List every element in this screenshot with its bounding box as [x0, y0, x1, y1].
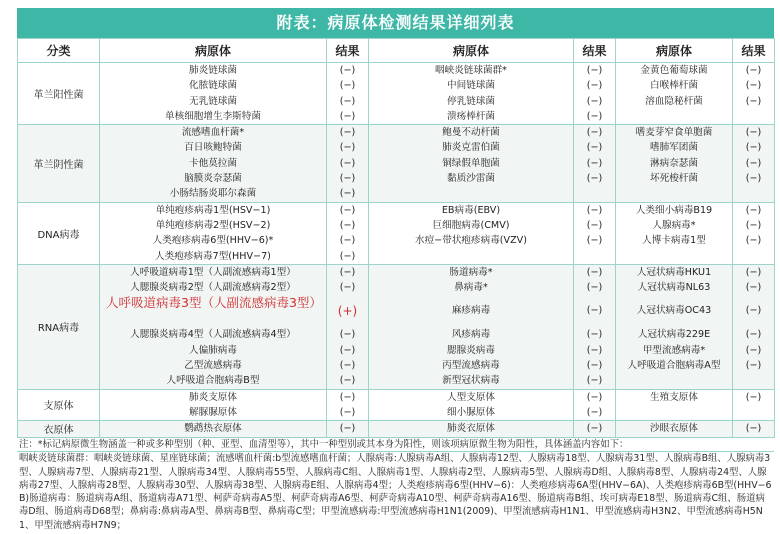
result-value: (−) — [745, 266, 762, 278]
pathogen-name — [616, 186, 732, 201]
pathogen-column — [100, 63, 327, 125]
pathogen-name: 人冠状病毒OC43 — [636, 305, 712, 317]
result-column — [327, 202, 369, 264]
table-header-row — [18, 39, 775, 63]
result-value: (−) — [745, 65, 762, 76]
pathogen-name: 人呼吸道合胞病毒B型 — [166, 375, 260, 387]
result-value: (−) — [586, 406, 603, 418]
pathogen-name: 丙型流感病毒 — [442, 360, 500, 372]
pathogen-name — [616, 249, 732, 264]
result-value: (−) — [339, 406, 356, 418]
pathogen-name: 细小脲原体 — [447, 406, 495, 418]
pathogen-name: 肺炎克雷伯菌 — [442, 142, 500, 154]
pathogen-name: 鲍曼不动杆菌 — [442, 127, 500, 139]
result-value: (−) — [586, 95, 603, 107]
result-value: (−) — [745, 80, 762, 92]
pathogen-name: 巨细胞病毒(CMV) — [432, 219, 510, 231]
pathogen-name: 甲型流感病毒* — [642, 344, 706, 356]
section-row — [18, 202, 775, 264]
result-value: (−) — [586, 204, 603, 216]
pathogen-name: 水痘−带状疱疹病毒(VZV) — [415, 235, 527, 247]
pathogen-name — [369, 186, 573, 201]
pathogen-name: 鼻病毒* — [454, 282, 488, 294]
result-value: (−) — [339, 423, 356, 435]
result-value: (−) — [586, 329, 603, 341]
pathogen-name: 肺炎支原体 — [189, 391, 237, 403]
pathogen-name: 溶血隐秘杆菌 — [645, 95, 703, 107]
pathogen-name: 单核细胞增生李斯特菌 — [165, 110, 261, 122]
category-cell: 革兰阳性菌 — [18, 63, 100, 125]
result-value: (−) — [745, 391, 762, 403]
result-value: (−) — [339, 188, 356, 200]
result-value: (−) — [339, 282, 356, 294]
pathogen-name: 流感嗜血杆菌* — [181, 127, 245, 139]
pathogen-column — [616, 389, 733, 421]
pathogen-name: 人类疱疹病毒6型(HHV−6)* — [152, 235, 274, 247]
pathogen-name: 无乳链球菌 — [189, 95, 237, 107]
pathogen-name: 人冠状病毒HKU1 — [636, 266, 712, 278]
result-value: (−) — [745, 423, 762, 435]
pathogen-name: 白喉棒杆菌 — [650, 80, 698, 92]
pathogen-column — [100, 125, 327, 202]
pathogen-name: 人冠状病毒NL63 — [637, 282, 711, 294]
pathogen-column — [616, 264, 733, 389]
result-value — [574, 186, 615, 201]
pathogen-column — [369, 63, 574, 125]
pathogen-name: 人腮腺炎病毒4型（人副流感病毒4型） — [130, 329, 296, 341]
pathogen-column — [100, 264, 327, 389]
result-column — [574, 125, 616, 202]
section-row — [18, 421, 775, 437]
table-title: 附表：病原体检测结果详细列表 — [17, 8, 774, 38]
result-value: (−) — [339, 250, 356, 262]
result-value: (−) — [745, 204, 762, 216]
pathogen-name — [369, 249, 573, 264]
pathogen-column — [100, 202, 327, 264]
pathogen-name: 人呼吸道病毒3型（人副流感病毒3型） — [106, 295, 322, 311]
pathogen-name: 坏死梭杆菌 — [650, 173, 698, 185]
pathogen-name: 中间链球菌 — [447, 80, 495, 92]
pathogen-name: 风疹病毒 — [451, 329, 491, 341]
pathogen-name: 人腺病毒* — [652, 219, 696, 231]
result-value: (−) — [745, 360, 762, 372]
pathogen-name: 人呼吸道病毒1型（人副流感病毒1型） — [130, 266, 296, 278]
result-value: (−) — [745, 329, 762, 341]
pathogen-name: 铜绿假单胞菌 — [442, 157, 500, 169]
pathogen-name: EB病毒(EBV) — [441, 204, 501, 216]
result-column — [574, 389, 616, 421]
pathogen-name: 鹦鹉热衣原体 — [184, 423, 242, 435]
result-column — [574, 202, 616, 264]
result-column — [733, 63, 775, 125]
pathogen-name: 嗜肺军团菌 — [650, 142, 698, 154]
pathogen-name: 卡他莫拉菌 — [189, 157, 237, 169]
pathogen-column — [100, 421, 327, 437]
result-column — [733, 389, 775, 421]
pathogen-name: 肺炎链球菌 — [189, 65, 237, 76]
result-value: (−) — [339, 204, 356, 216]
pathogen-name: 黏质沙雷菌 — [447, 173, 495, 185]
result-value: (+) — [337, 304, 358, 319]
pathogen-column — [369, 264, 574, 389]
header-result-3: 结果 — [733, 39, 775, 63]
pathogen-name: 脑膜炎奈瑟菌 — [184, 173, 242, 185]
pathogen-name: 人呼吸道合胞病毒A型 — [627, 360, 721, 372]
pathogen-column — [616, 125, 733, 202]
header-pathogen-3: 病原体 — [616, 39, 733, 63]
pathogen-name: 停乳链球菌 — [447, 95, 495, 107]
result-value — [733, 249, 774, 264]
table-body — [18, 63, 775, 438]
result-value: (−) — [586, 423, 603, 435]
result-value: (−) — [339, 391, 356, 403]
header-pathogen-2: 病原体 — [369, 39, 574, 63]
result-value: (−) — [339, 329, 356, 341]
header-result-2: 结果 — [574, 39, 616, 63]
result-value: (−) — [339, 95, 356, 107]
result-value: (−) — [339, 360, 356, 372]
header-result-1: 结果 — [327, 39, 369, 63]
pathogen-name: 嗜麦芽窄食单胞菌 — [635, 127, 713, 139]
result-value: (−) — [745, 219, 762, 231]
result-value: (−) — [339, 235, 356, 247]
result-value: (−) — [339, 173, 356, 185]
section-row — [18, 63, 775, 125]
result-column — [733, 202, 775, 264]
result-value: (−) — [745, 235, 762, 247]
pathogen-name: 单纯疱疹病毒1型(HSV−1) — [155, 204, 271, 216]
result-value: (−) — [339, 127, 356, 139]
pathogen-column — [369, 389, 574, 421]
pathogen-column — [616, 421, 733, 437]
pathogen-name: 人类细小病毒B19 — [635, 204, 713, 216]
pathogen-column — [369, 202, 574, 264]
result-column — [733, 125, 775, 202]
result-value: (−) — [586, 266, 603, 278]
pathogen-name: 生殖支原体 — [650, 391, 698, 403]
note-header: 注：*标记病原微生物涵盖一种或多种型别（种、亚型、血清型等），其中一种型别或其本身为阳性，则该项病原微生物为阳性，具体涵盖内容如下： — [17, 438, 774, 452]
result-value: (−) — [339, 80, 356, 92]
results-table — [17, 38, 775, 438]
result-value: (−) — [339, 266, 356, 278]
result-value: (−) — [745, 95, 762, 107]
pathogen-name: 溃疡棒杆菌 — [447, 110, 495, 122]
result-value: (−) — [586, 344, 603, 356]
result-value: (−) — [745, 142, 762, 154]
result-column — [327, 264, 369, 389]
result-value: (−) — [339, 375, 356, 387]
pathogen-name: 人腮腺炎病毒2型（人副流感病毒2型） — [130, 282, 296, 294]
pathogen-column — [100, 389, 327, 421]
result-value — [733, 109, 774, 124]
result-column — [574, 63, 616, 125]
result-value: (−) — [586, 127, 603, 139]
result-column — [327, 125, 369, 202]
result-value: (−) — [339, 142, 356, 154]
pathogen-column — [369, 125, 574, 202]
result-value: (−) — [745, 127, 762, 139]
result-value: (−) — [586, 305, 603, 317]
result-value — [733, 373, 774, 388]
pathogen-name: 肠道病毒* — [449, 266, 493, 278]
result-column — [733, 421, 775, 437]
pathogen-name: 百日咳鲍特菌 — [184, 142, 242, 154]
result-value: (−) — [339, 219, 356, 231]
pathogen-name — [616, 109, 732, 124]
category-cell: DNA病毒 — [18, 202, 100, 264]
result-value — [733, 186, 774, 201]
category-cell: 衣原体 — [18, 421, 100, 437]
result-value: (−) — [586, 173, 603, 185]
section-row — [18, 389, 775, 421]
pathogen-column — [616, 63, 733, 125]
pathogen-name — [616, 405, 732, 420]
result-value — [733, 405, 774, 420]
pathogen-name: 人冠状病毒229E — [637, 329, 711, 341]
pathogen-name: 麻疹病毒 — [451, 305, 491, 317]
category-cell: RNA病毒 — [18, 264, 100, 389]
result-value: (−) — [339, 65, 356, 76]
pathogen-name: 肺炎衣原体 — [447, 423, 495, 435]
result-value: (−) — [586, 360, 603, 372]
result-value: (−) — [586, 142, 603, 154]
result-column — [327, 63, 369, 125]
result-value: (−) — [586, 110, 603, 122]
pathogen-name: 乙型流感病毒 — [184, 360, 242, 372]
result-value: (−) — [339, 344, 356, 356]
pathogen-column — [616, 202, 733, 264]
result-value: (−) — [586, 282, 603, 294]
category-cell: 革兰阴性菌 — [18, 125, 100, 202]
pathogen-column — [369, 421, 574, 437]
result-column — [327, 421, 369, 437]
result-value: (−) — [586, 65, 603, 76]
category-cell: 支原体 — [18, 389, 100, 421]
pathogen-name: 解脲脲原体 — [189, 406, 237, 418]
result-value: (−) — [586, 391, 603, 403]
result-value: (−) — [745, 173, 762, 185]
section-row — [18, 125, 775, 202]
result-column — [733, 264, 775, 389]
header-pathogen-1: 病原体 — [100, 39, 327, 63]
result-value: (−) — [586, 157, 603, 169]
pathogen-name: 人博卡病毒1型 — [642, 235, 706, 247]
result-column — [327, 389, 369, 421]
result-value: (−) — [745, 157, 762, 169]
result-value: (−) — [586, 375, 603, 387]
result-column — [574, 264, 616, 389]
result-column — [574, 421, 616, 437]
pathogen-name: 单纯疱疹病毒2型(HSV−2) — [155, 219, 271, 231]
pathogen-name: 沙眼衣原体 — [650, 423, 698, 435]
pathogen-name: 化脓链球菌 — [189, 80, 237, 92]
result-value: (−) — [339, 157, 356, 169]
header-category: 分类 — [18, 39, 100, 63]
pathogen-name: 人偏肺病毒 — [189, 344, 237, 356]
pathogen-name: 新型冠状病毒 — [442, 375, 500, 387]
result-value — [574, 249, 615, 264]
result-value: (−) — [586, 235, 603, 247]
note-body: 咽峡炎链球菌群：咽峡炎链球菌、星座链球菌；流感嗜血杆菌:b型流感嗜血杆菌；人腺病毒:人腺病毒A组、人腺病毒12型、人腺病毒18型、人腺病毒31型、人腺病毒B组、人腺病毒3型、人腺病毒7型、人腺病毒21型、人腺病毒34型、人腺病毒55型、人腺病毒C组、人腺病毒1型、人腺病毒2型、人腺病毒5型、人腺病毒D组、人腺病毒8型、人腺病毒24型、人腺病毒27型、人腺病毒28型、人腺病毒30型、人腺病毒38型、人腺病毒E组、人腺病毒4型；人类疱疹病毒6型(HHV−6)：人类疱疹病毒6A型(HHV−6A)、人类疱疹病毒6B型(HHV−6B)肠道病毒：肠道病毒A组、肠道病毒A71型、柯萨奇病毒A5型、柯萨奇病毒A6型、柯萨奇病毒A10型、柯萨奇病毒A16型、肠道病毒B组、埃可病毒E18型、肠道病毒C组、肠道病毒D组、肠道病毒D68型；鼻病毒:鼻病毒A型、鼻病毒B型、鼻病毒C型；甲型流感病毒:甲型流感病毒H1N1(2009)、甲型流感病毒H1N1、甲型流感病毒H3N2、甲型流感病毒H5N1、甲型流感病毒H7N9； — [19, 453, 772, 531]
notes-section — [17, 438, 774, 534]
pathogen-name: 腮腺炎病毒 — [447, 344, 495, 356]
result-value: (−) — [339, 110, 356, 122]
pathogen-name: 人型支原体 — [447, 391, 495, 403]
pathogen-name: 咽峡炎链球菌群* — [435, 65, 507, 76]
result-value: (−) — [586, 80, 603, 92]
result-value: (−) — [745, 305, 762, 317]
pathogen-name: 金黄色葡萄球菌 — [640, 65, 708, 76]
pathogen-name: 人类疱疹病毒7型(HHV−7) — [155, 250, 271, 262]
result-value: (−) — [745, 282, 762, 294]
section-row — [18, 264, 775, 389]
result-value: (−) — [745, 344, 762, 356]
top-strip — [0, 0, 780, 8]
pathogen-name: 小肠结肠炎耶尔森菌 — [169, 188, 257, 200]
pathogen-name — [616, 373, 732, 388]
result-value: (−) — [586, 219, 603, 231]
pathogen-name: 淋病奈瑟菌 — [650, 157, 698, 169]
